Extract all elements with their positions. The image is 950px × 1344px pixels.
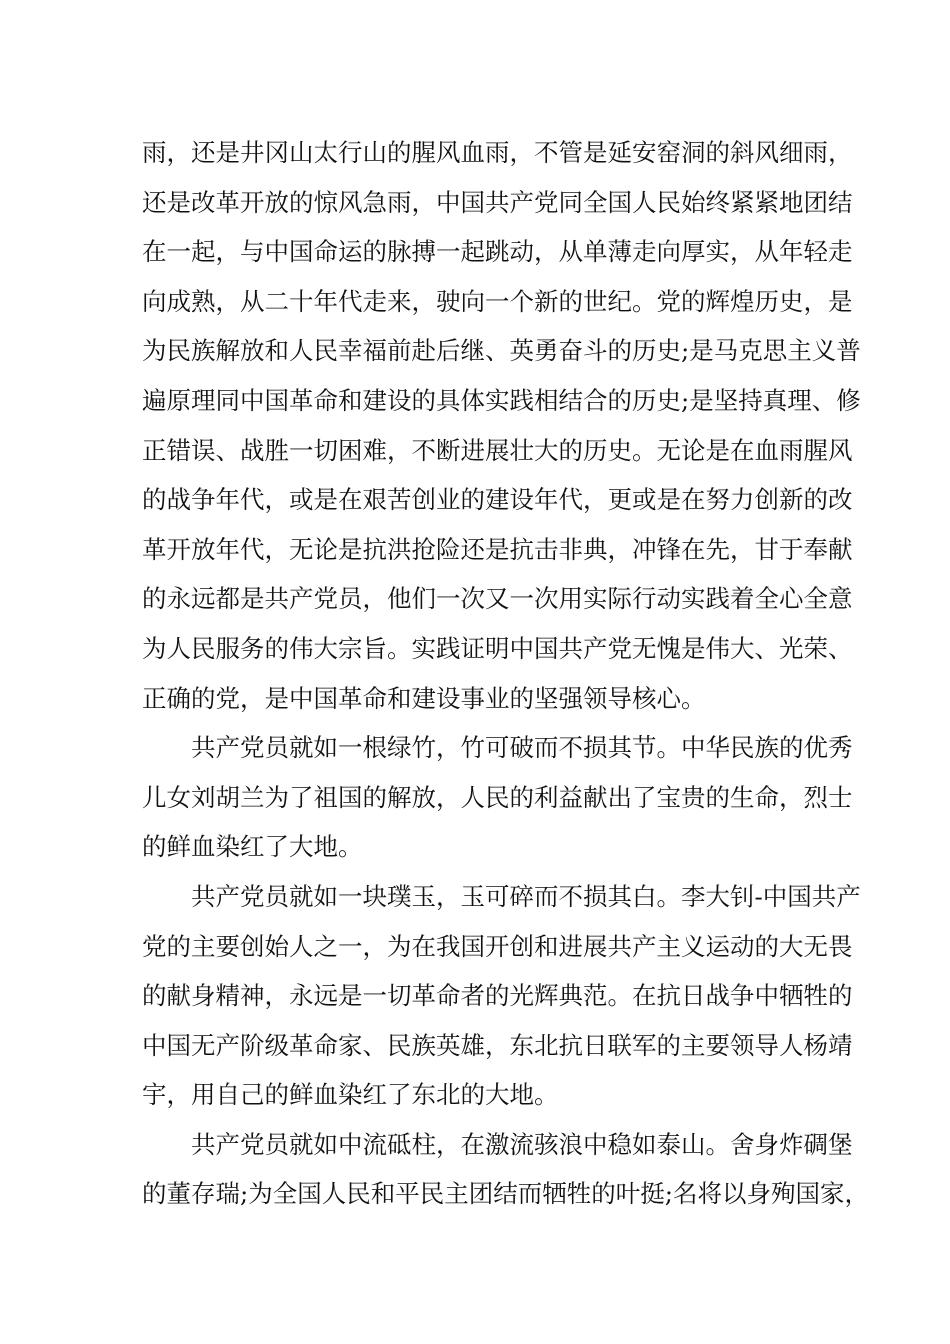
text-line: 宇，用自己的鲜血染红了东北的大地。 [142, 1080, 559, 1110]
paragraph-first-line: 共产党员就如中流砥柱，在激流骇浪中稳如泰山。舍身炸碉堡 [191, 1129, 853, 1159]
text-line: 儿女刘胡兰为了祖国的解放，人民的利益献出了宝贵的生命，烈士 [142, 782, 853, 812]
text-line: 的鲜血染红了大地。 [142, 832, 363, 862]
text-line: 的战争年代，或是在艰苦创业的建设年代，更或是在努力创新的改 [142, 485, 853, 515]
text-line: 为人民服务的伟大宗旨。实践证明中国共产党无愧是伟大、光荣、 [142, 633, 853, 663]
text-line: 的献身精神，永远是一切革命者的光辉典范。在抗日战争中牺牲的 [142, 981, 853, 1011]
text-line: 革开放年代，无论是抗洪抢险还是抗击非典，冲锋在先，甘于奉献 [142, 534, 853, 564]
text-line: 遍原理同中国革命和建设的具体实践相结合的历史;是坚持真理、修 [142, 385, 861, 415]
text-line: 党的主要创始人之一，为在我国开创和进展共产主义运动的大无畏 [142, 931, 853, 961]
text-line: 雨，还是井冈山太行山的腥风血雨，不管是延安窑洞的斜风细雨， [142, 138, 853, 167]
text-line: 的永远都是共产党员，他们一次又一次用实际行动实践着全心全意 [142, 584, 853, 614]
text-line: 的董存瑞;为全国人民和平民主团结而牺牲的叶挺;名将以身殉国家， [142, 1179, 870, 1209]
text-line: 为民族解放和人民幸福前赴后继、英勇奋斗的历史;是马克思主义普 [142, 336, 861, 366]
document-body [142, 128, 870, 1219]
text-line: 还是改革开放的惊风急雨，中国共产党同全国人民始终紧紧地团结 [142, 187, 853, 217]
paragraph-first-line: 共产党员就如一块璞玉，玉可碎而不损其白。李大钊-中国共产 [191, 881, 861, 911]
paragraph-first-line: 共产党员就如一根绿竹，竹可破而不损其节。中华民族的优秀 [191, 733, 853, 763]
text-line: 向成熟，从二十年代走来，驶向一个新的世纪。党的辉煌历史，是 [142, 286, 853, 316]
text-line: 中国无产阶级革命家、民族英雄，东北抗日联军的主要领导人杨靖 [142, 1030, 853, 1060]
text-line: 正错误、战胜一切困难，不断进展壮大的历史。无论是在血雨腥风 [142, 435, 853, 465]
text-line: 正确的党，是中国革命和建设事业的坚强领导核心。 [142, 683, 706, 713]
text-line: 在一起，与中国命运的脉搏一起跳动，从单薄走向厚实，从年轻走 [142, 237, 853, 267]
